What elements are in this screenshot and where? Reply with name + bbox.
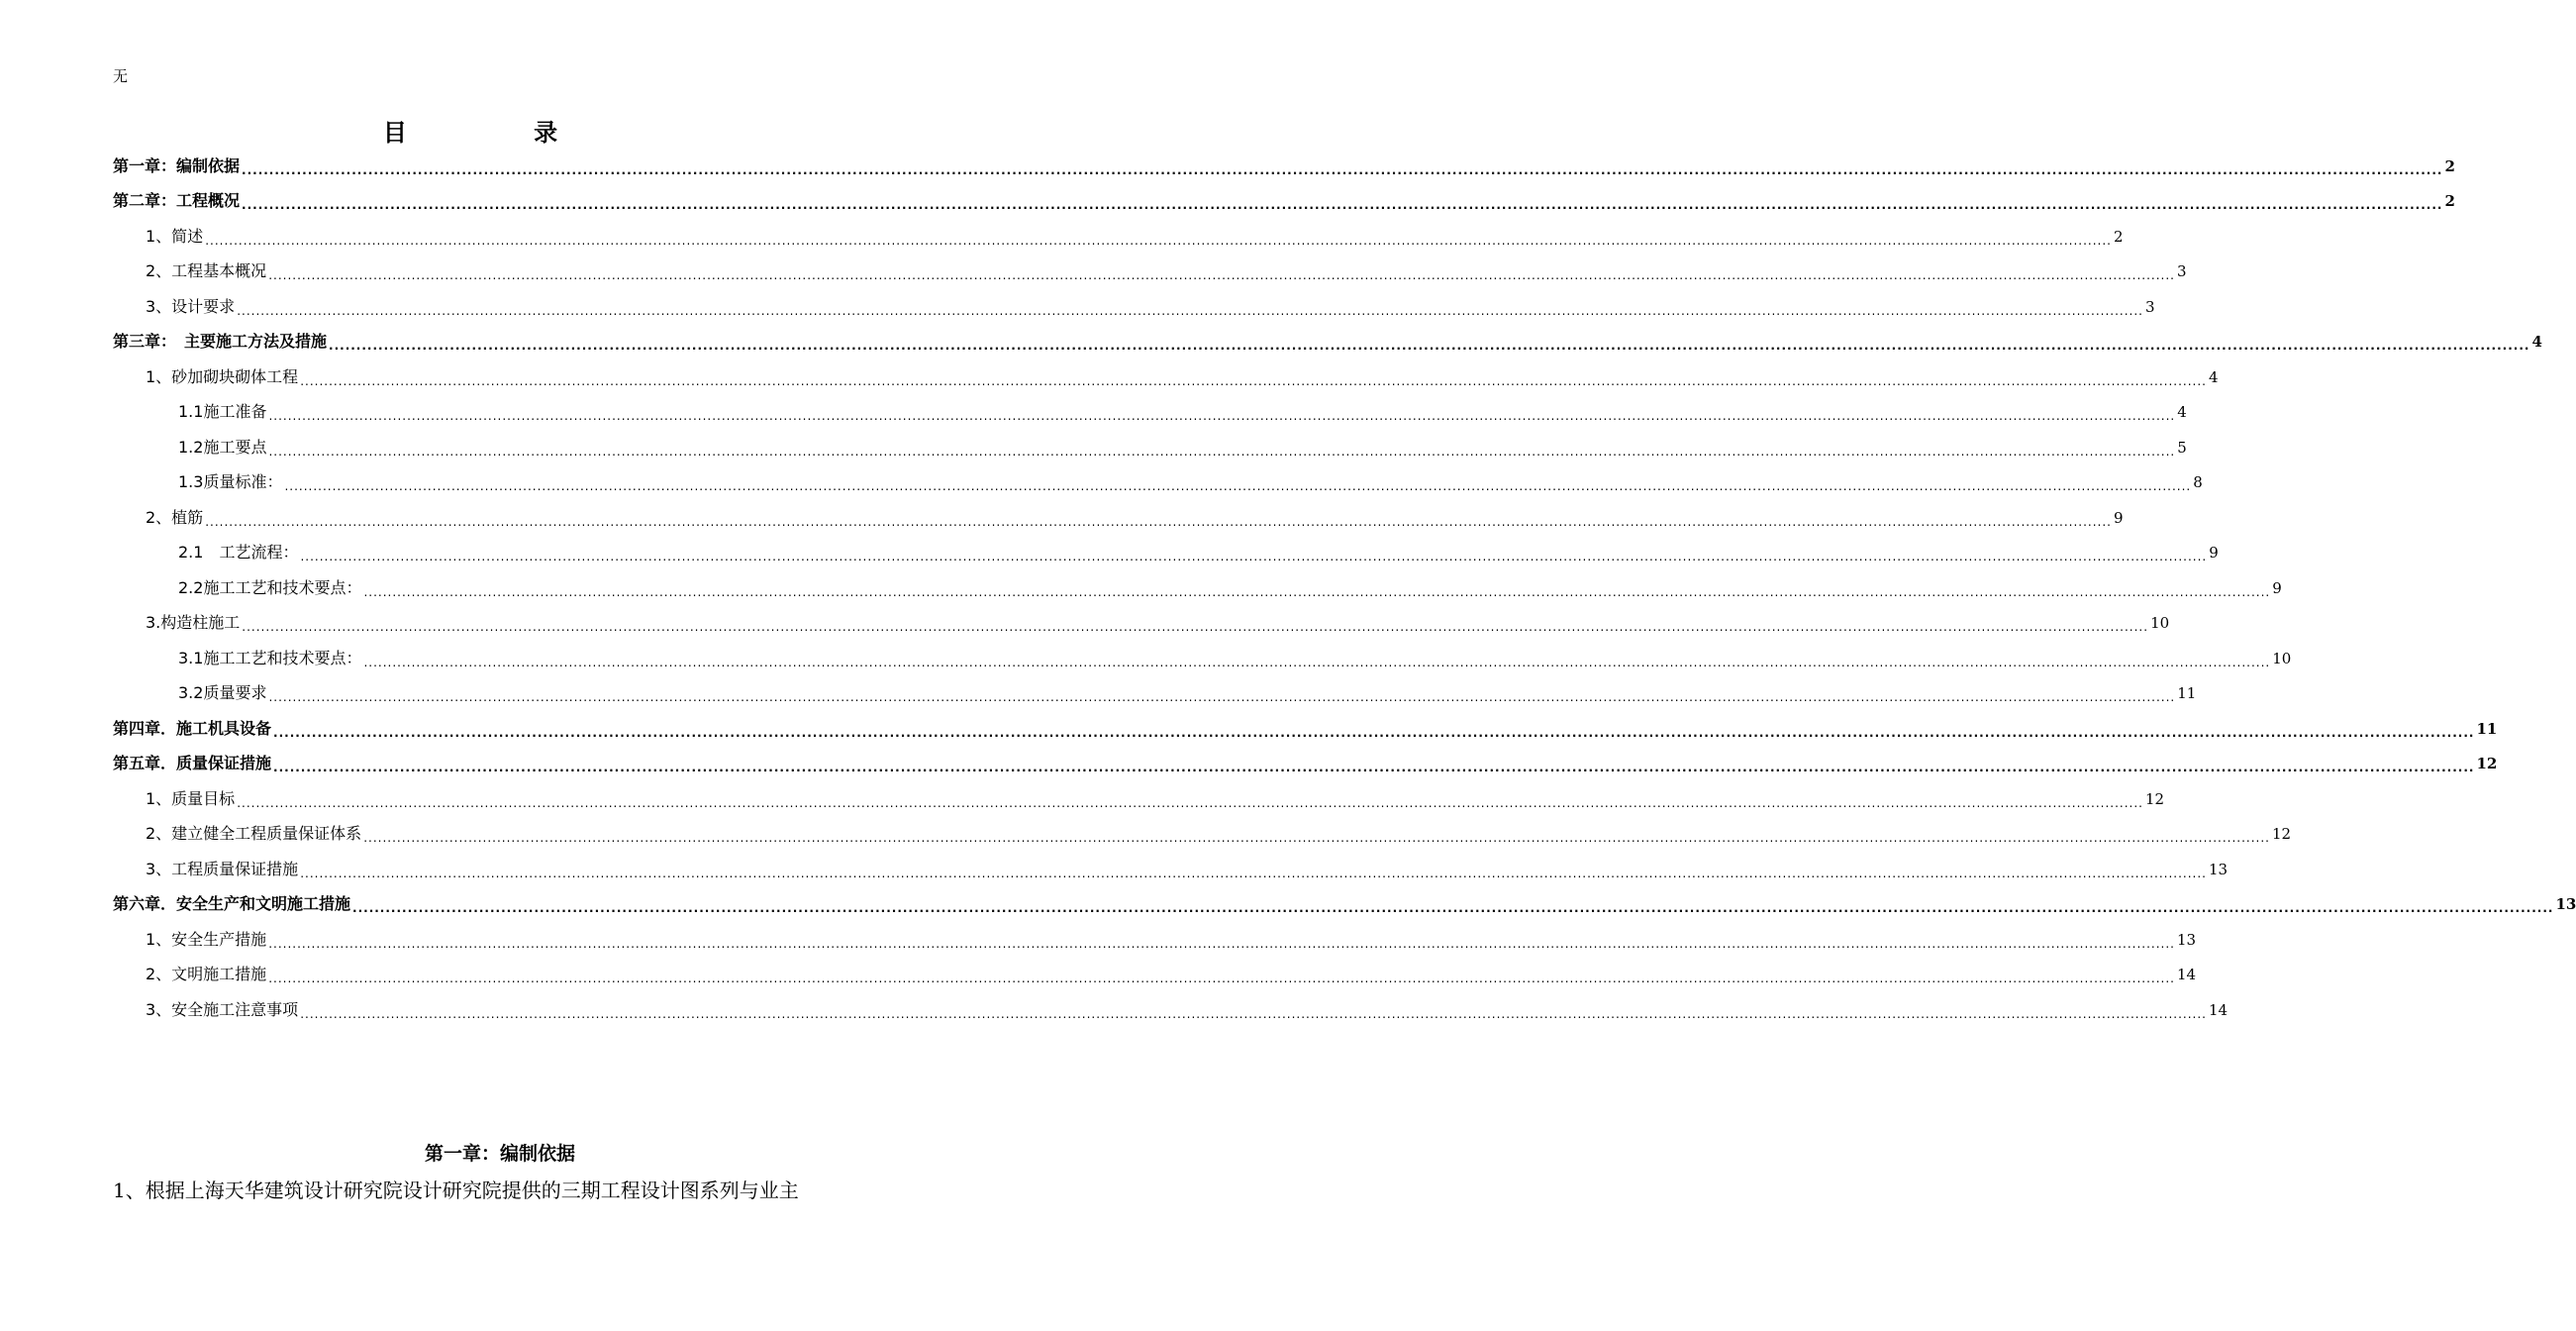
chapter-heading: 第一章：编制依据 <box>424 1143 575 1165</box>
toc-entry-page-number: 14 <box>2176 966 2197 984</box>
toc-entry-page-number: 2 <box>2444 156 2455 175</box>
toc-entry-page-number: 12 <box>2476 755 2498 773</box>
toc-entry-label: 2、植筋 <box>146 507 204 527</box>
table-of-contents <box>113 149 2576 1028</box>
toc-dot-leader: ................................................................................................................................................................................................................................................................................................................................................................................................................ <box>205 514 2112 529</box>
toc-entry-page-number: 10 <box>2150 614 2170 633</box>
toc-entry-label: 3、工程质量保证措施 <box>146 859 299 878</box>
toc-entry[interactable] <box>113 430 2187 465</box>
toc-dot-leader: ................................................................................................................................................................................................................................................................................................................................................................................................................ <box>363 584 2271 599</box>
toc-dot-leader: ................................................................................................................................................................................................................................................................................................................................................................................................................ <box>300 1006 2207 1021</box>
toc-entry[interactable] <box>113 395 2187 431</box>
toc-dot-leader: ................................................................................................................................................................................................................................................................................................................................................................................................................ <box>242 620 2149 634</box>
toc-dot-leader: ................................................................................................................................................................................................................................................................................................................................................................................................................ <box>300 550 2208 563</box>
toc-entry-label: 3、安全施工注意事项 <box>146 999 299 1019</box>
toc-entry[interactable] <box>113 676 2197 712</box>
toc-entry-label: 第六章．安全生产和文明施工措施 <box>113 894 351 914</box>
toc-entry[interactable] <box>113 781 2165 817</box>
toc-entry[interactable] <box>113 922 2197 958</box>
toc-entry-label: 3.2质量要求 <box>178 683 267 703</box>
toc-title: 目 录 <box>382 119 618 147</box>
toc-entry-label: 2.1 工艺流程： <box>178 543 299 563</box>
toc-dot-leader: ................................................................................................................................................................................................................................................................................................................................................................................................................ <box>363 655 2271 669</box>
toc-entry-page-number: 10 <box>2272 649 2292 667</box>
toc-entry-page-number: 12 <box>2144 789 2165 808</box>
toc-entry-label: 第三章： 主要施工方法及措施 <box>113 332 328 352</box>
toc-entry[interactable] <box>113 359 2219 395</box>
toc-entry-page-number: 3 <box>2176 262 2187 281</box>
toc-entry[interactable] <box>113 289 2155 325</box>
toc-entry-label: 1.1施工准备 <box>178 402 267 422</box>
toc-entry[interactable] <box>113 958 2197 993</box>
toc-dot-leader: ................................................................................................................................................................................................................................................................................................................................................................................................................ <box>273 761 2475 774</box>
toc-entry-page-number: 4 <box>2177 403 2187 422</box>
toc-dot-leader: ................................................................................................................................................................................................................................................................................................................................................................................................................ <box>237 795 2143 810</box>
toc-dot-leader: ................................................................................................................................................................................................................................................................................................................................................................................................................ <box>329 339 2530 353</box>
toc-entry-page-number: 12 <box>2271 825 2292 844</box>
toc-dot-leader: ................................................................................................................................................................................................................................................................................................................................................................................................................ <box>300 866 2207 880</box>
toc-entry[interactable] <box>113 149 2455 184</box>
toc-dot-leader: ................................................................................................................................................................................................................................................................................................................................................................................................................ <box>237 303 2143 318</box>
toc-dot-leader: ................................................................................................................................................................................................................................................................................................................................................................................................................ <box>268 936 2175 951</box>
toc-entry-page-number: 2 <box>2444 192 2455 211</box>
toc-dot-leader: ................................................................................................................................................................................................................................................................................................................................................................................................................ <box>363 831 2270 845</box>
toc-entry[interactable] <box>113 570 2282 606</box>
toc-entry[interactable] <box>113 641 2292 676</box>
toc-entry-label: 1、安全生产措施 <box>146 929 267 949</box>
toc-dot-leader: ................................................................................................................................................................................................................................................................................................................................................................................................................ <box>268 972 2175 985</box>
toc-entry-page-number: 9 <box>2113 508 2124 527</box>
toc-dot-leader: ................................................................................................................................................................................................................................................................................................................................................................................................................ <box>268 268 2175 282</box>
toc-entry[interactable] <box>113 887 2576 923</box>
toc-entry[interactable] <box>113 711 2498 747</box>
toc-entry-page-number: 8 <box>2193 473 2203 492</box>
toc-entry-page-number: 14 <box>2208 1000 2229 1019</box>
toc-entry-label: 1.3质量标准： <box>178 472 283 492</box>
toc-dot-leader: ................................................................................................................................................................................................................................................................................................................................................................................................................ <box>268 690 2176 704</box>
toc-entry-page-number: 13 <box>2555 895 2576 914</box>
toc-dot-leader: ................................................................................................................................................................................................................................................................................................................................................................................................................ <box>268 444 2176 459</box>
toc-entry-page-number: 4 <box>2531 333 2542 352</box>
toc-entry[interactable] <box>113 219 2124 255</box>
toc-entry[interactable] <box>113 817 2292 853</box>
toc-entry-label: 3.1施工工艺和技术要点： <box>178 648 362 667</box>
toc-entry-label: 第二章：工程概况 <box>113 191 241 211</box>
toc-entry[interactable] <box>113 184 2455 220</box>
toc-entry-page-number: 5 <box>2177 438 2187 457</box>
toc-dot-leader: ................................................................................................................................................................................................................................................................................................................................................................................................................ <box>273 725 2475 740</box>
toc-entry-label: 2、建立健全工程质量保证体系 <box>146 824 362 844</box>
toc-entry-label: 1.2施工要点 <box>178 437 267 457</box>
toc-entry-label: 1、质量目标 <box>146 788 236 808</box>
toc-entry[interactable] <box>113 747 2498 782</box>
toc-dot-leader: ................................................................................................................................................................................................................................................................................................................................................................................................................ <box>284 479 2192 493</box>
toc-entry-label: 第五章．质量保证措施 <box>113 754 272 773</box>
toc-entry-label: 3.构造柱施工 <box>146 613 241 633</box>
toc-dot-leader: ................................................................................................................................................................................................................................................................................................................................................................................................................ <box>352 901 2554 915</box>
toc-dot-leader: ................................................................................................................................................................................................................................................................................................................................................................................................................ <box>205 233 2112 248</box>
toc-entry-label: 1、简述 <box>146 226 204 246</box>
toc-entry[interactable] <box>113 852 2229 887</box>
toc-entry-page-number: 11 <box>2177 684 2197 703</box>
toc-entry[interactable] <box>113 606 2170 642</box>
toc-entry-label: 3、设计要求 <box>146 296 236 316</box>
toc-entry[interactable] <box>113 992 2229 1028</box>
toc-entry[interactable] <box>113 325 2542 360</box>
toc-dot-leader: ................................................................................................................................................................................................................................................................................................................................................................................................................ <box>300 373 2207 388</box>
toc-entry-page-number: 4 <box>2208 367 2219 386</box>
toc-entry-page-number: 3 <box>2144 297 2155 316</box>
toc-entry[interactable] <box>113 500 2124 536</box>
toc-entry-label: 1、砂加砌块砌体工程 <box>146 366 299 386</box>
toc-entry-label: 2、工程基本概况 <box>146 261 267 281</box>
toc-entry-page-number: 13 <box>2208 860 2229 878</box>
toc-entry-page-number: 13 <box>2176 930 2197 949</box>
toc-entry-label: 2、文明施工措施 <box>146 965 267 984</box>
toc-entry-page-number: 2 <box>2113 227 2124 246</box>
toc-entry-page-number: 9 <box>2209 544 2219 563</box>
toc-entry[interactable] <box>113 465 2203 501</box>
toc-entry-page-number: 11 <box>2476 719 2498 738</box>
header-note: 无 <box>113 67 129 85</box>
toc-entry[interactable] <box>113 536 2219 571</box>
toc-entry-page-number: 9 <box>2272 578 2282 597</box>
toc-dot-leader: ................................................................................................................................................................................................................................................................................................................................................................................................................ <box>242 198 2443 212</box>
toc-dot-leader: ................................................................................................................................................................................................................................................................................................................................................................................................................ <box>242 162 2443 177</box>
toc-entry-label: 第四章．施工机具设备 <box>113 718 272 738</box>
body-paragraph: 1、根据上海天华建筑设计研究院设计研究院提供的三期工程设计图系列与业主 <box>113 1178 799 1202</box>
toc-entry-label: 第一章：编制依据 <box>113 155 241 175</box>
toc-entry-label: 2.2施工工艺和技术要点： <box>178 577 362 597</box>
toc-dot-leader: ................................................................................................................................................................................................................................................................................................................................................................................................................ <box>268 409 2176 423</box>
toc-entry[interactable] <box>113 255 2187 290</box>
